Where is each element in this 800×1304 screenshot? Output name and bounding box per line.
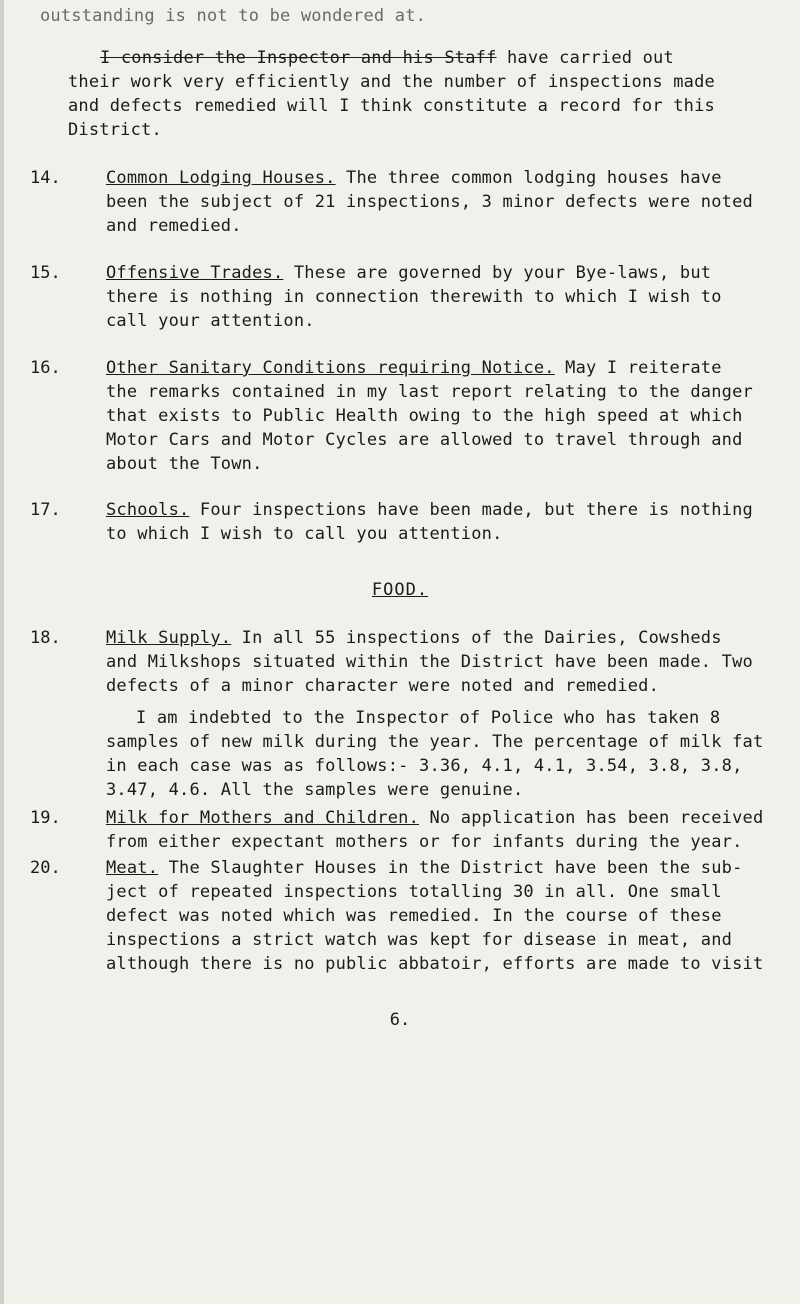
section-18-line-1 [106,628,722,648]
section-16-line-4: Motor Cars and Motor Cycles are allowed to travel through and [106,430,743,450]
section-18-heading: Milk Supply. [106,628,232,648]
section-14-line-1 [106,168,722,188]
section-18-line-4: I am indebted to the Inspector of Police who has taken 8 [136,708,721,728]
section-15-text-1: These are governed by your Bye-laws, but [283,263,712,283]
section-17-line-1 [106,500,753,520]
section-16-heading: Other Sanitary Conditions requiring Notice. [106,358,555,378]
section-14-heading: Common Lodging Houses. [106,168,336,188]
section-number-16: 16. [30,358,61,378]
section-18-line-3: defects of a minor character were noted and remedied. [106,676,660,696]
section-15-heading: Offensive Trades. [106,263,284,283]
section-17-text-1: Four inspections have been made, but there is nothing [189,500,753,520]
intro-line-4: District. [68,120,162,140]
section-19-heading: Milk for Mothers and Children. [106,808,420,828]
intro-line-1-tail: have carried out [496,48,674,68]
section-20-line-2: ject of repeated inspections totalling 30 in all. One small [106,882,722,902]
section-16-line-1 [106,358,722,378]
section-18-line-2: and Milkshops situated within the District have been made. Two [106,652,753,672]
section-number-17: 17. [30,500,61,520]
section-18-line-6: in each case was as follows:- 3.36, 4.1, 4.1, 3.54, 3.8, 3.8, [106,756,743,776]
section-20-line-4: inspections a strict watch was kept for disease in meat, and [106,930,733,950]
section-16-line-3: that exists to Public Health owing to the high speed at which [106,406,743,426]
section-17-heading: Schools. [106,500,190,520]
section-number-15: 15. [30,263,61,283]
section-number-14: 14. [30,168,61,188]
intro-line-1 [100,48,674,68]
section-16-line-2: the remarks contained in my last report relating to the danger [106,382,753,402]
section-number-18: 18. [30,628,61,648]
section-16-line-5: about the Town. [106,454,263,474]
section-20-heading: Meat. [106,858,159,878]
struck-text: I consider the Inspector and his Staff [100,48,497,68]
section-14-text-1: The three common lodging houses have [335,168,722,188]
section-18-text-1: In all 55 inspections of the Dairies, Cowsheds [231,628,722,648]
section-16-text-1: May I reiterate [554,358,722,378]
page-number: 6. [389,1010,411,1030]
section-20-text-1: The Slaughter Houses in the District have been the sub- [158,858,743,878]
section-19-text-1: No application has been received [419,808,764,828]
section-14-line-3: and remedied. [106,216,242,236]
section-number-19: 19. [30,808,61,828]
intro-line-0: outstanding is not to be wondered at. [40,6,427,26]
page-edge-shadow [0,0,4,1304]
section-14-line-2: been the subject of 21 inspections, 3 minor defects were noted [106,192,753,212]
section-19-line-2: from either expectant mothers or for infants during the year. [106,832,743,852]
section-20-line-3: defect was noted which was remedied. In the course of these [106,906,722,926]
intro-line-2: their work very efficiently and the number of inspections made [68,72,715,92]
section-18-line-7: 3.47, 4.6. All the samples were genuine. [106,780,524,800]
food-heading: FOOD. [371,580,429,600]
section-15-line-2: there is nothing in connection therewith to which I wish to [106,287,722,307]
section-15-line-3: call your attention. [106,311,315,331]
section-15-line-1 [106,263,711,283]
section-20-line-1 [106,858,743,878]
section-18-line-5: samples of new milk during the year. The percentage of milk fat [106,732,764,752]
section-19-line-1 [106,808,763,828]
section-number-20: 20. [30,858,61,878]
section-20-line-5: although there is no public abbatoir, efforts are made to visit [106,954,764,974]
intro-line-3: and defects remedied will I think constitute a record for this [68,96,715,116]
section-17-line-2: to which I wish to call you attention. [106,524,503,544]
